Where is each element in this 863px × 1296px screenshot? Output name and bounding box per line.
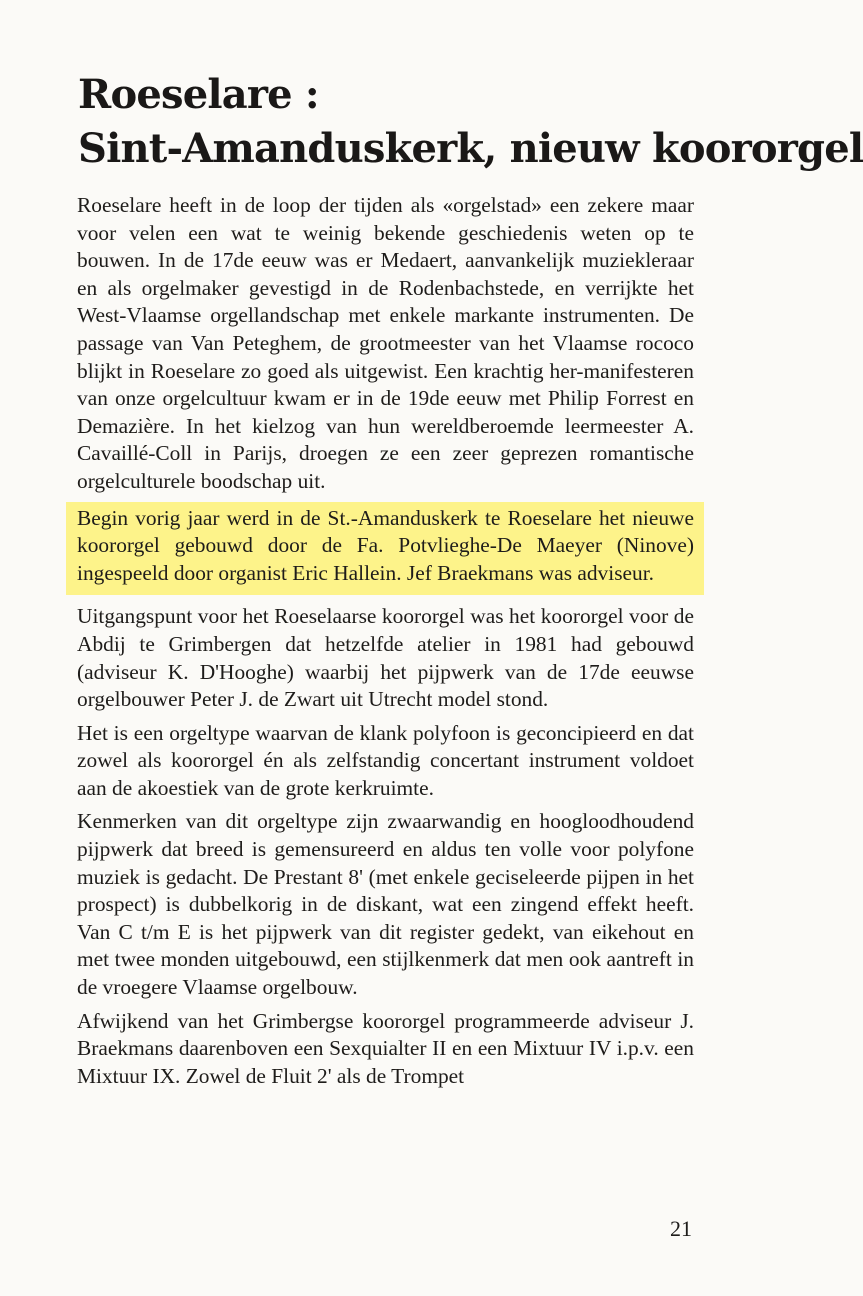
- paragraph-starting-point: Uitgangspunt voor het Roeselaarse koororgel was het koororgel voor de Abdij te Grimbergen dat hetzelfde atelier in 1981 had gebouwd (adviseur K. D'Hooghe) waarbij het pijpwerk van de 17de eeuwse orgelbouwer Peter J. de Zwart uit Utrecht model stond.: [77, 604, 694, 712]
- article-body: [77, 192, 694, 1096]
- page-number: 21: [670, 1216, 692, 1241]
- paragraph-characteristics: Kenmerken van dit orgeltype zijn zwaarwandig en hoogloodhoudend pijpwerk dat breed is gemensureerd en aldus ten volle voor polyfone muziek is gedacht. De Prestant 8' (met enkele geciseleerde pijpen in het prospect) is dubbelkorig in de diskant, wat een zingend effekt heeft. Van C t/m E is het pijpwerk van dit register gedekt, van eikehout en met twee monden uitgebouwd, een stijlkenmerk dat men ook aantreft in de vroegere Vlaamse orgelbouw.: [77, 809, 694, 1000]
- article-title-line-1: Roeselare :: [78, 71, 319, 118]
- article-title-line-2: Sint-Amanduskerk, nieuw koororgel: [78, 125, 863, 172]
- paragraph-history: Roeselare heeft in de loop der tijden als «orgelstad» een zekere maar voor velen een wat te weinig bekende geschiedenis weten op te bouwen. In de 17de eeuw was er Medaert, aanvankelijk muziekleraar en als orgelmaker gevestigd in de Rodenbachstede, en verrijkte het West-Vlaamse orgellandschap met enkele markante instrumenten. De passage van Van Peteghem, de grootmeester van het Vlaamse rococo blijkt in Roeselare zo goed als uitgewist. Een krachtig her-manifesteren van onze orgelcultuur kwam er in de 19de eeuw met Philip Forrest en Demazière. In het kielzog van hun wereldberoemde leermeester A. Cavaillé-Coll in Parijs, droegen ze een zeer geprezen romantische orgelculturele boodschap uit.: [77, 193, 694, 493]
- paragraph-organ-type: Het is een orgeltype waarvan de klank polyfoon is geconcipieerd en dat zowel als koororgel én als zelfstandig concertant instrument voldoet aan de akoestiek van de grote kerkruimte.: [77, 720, 694, 800]
- paragraph-highlighted: Begin vorig jaar werd in de St.-Amanduskerk te Roeselare het nieuwe koororgel gebouwd door de Fa. Potvlieghe-De Maeyer (Ninove) ingespeeld door organist Eric Hallein. Jef Braekmans was adviseur.: [66, 502, 704, 596]
- paragraph-deviation: Afwijkend van het Grimbergse koororgel programmeerde adviseur J. Braekmans daarenboven een Sexquialter II en een Mixtuur IV i.p.v. een Mixtuur IX. Zowel de Fluit 2' als de Trompet: [77, 1008, 694, 1088]
- article-title: [78, 68, 863, 176]
